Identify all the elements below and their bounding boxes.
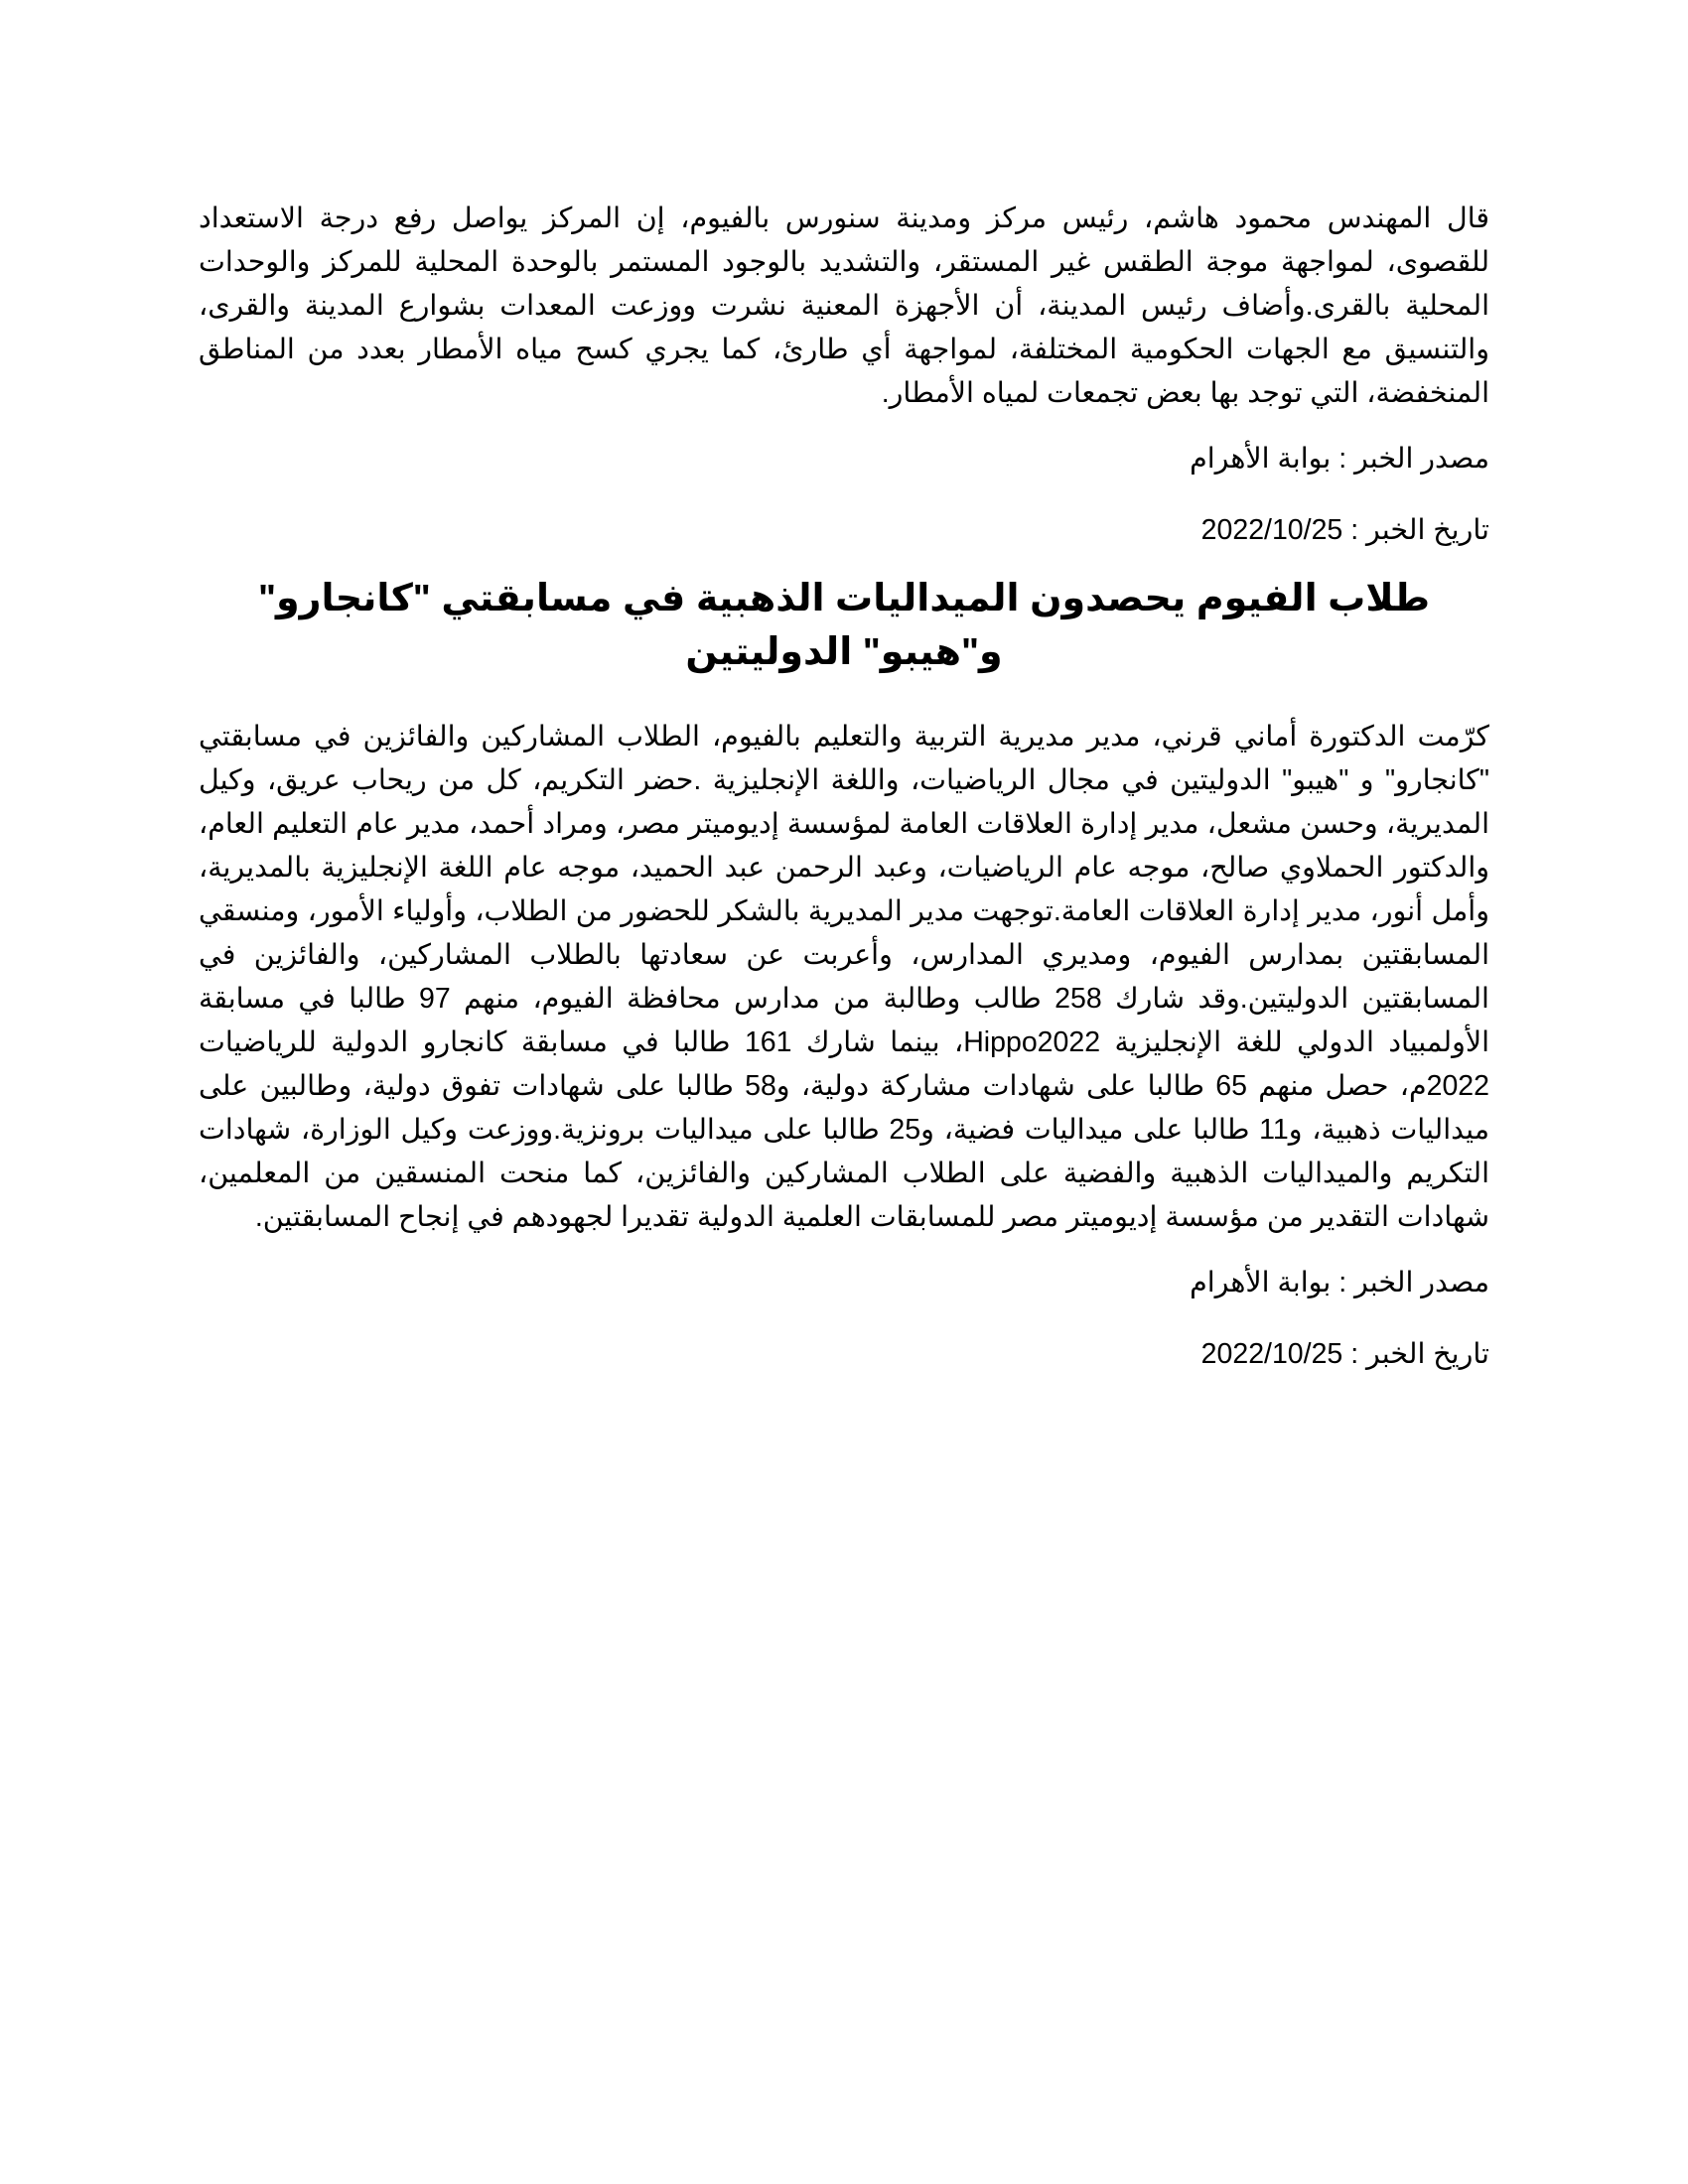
article-2-headline: طلاب الفيوم يحصدون الميداليات الذهبية في مسابقتي "كانجارو" و"هيبو" الدوليتين [257, 578, 1430, 673]
page-content [199, 197, 1489, 1376]
article-1-body: قال المهندس محمود هاشم، رئيس مركز ومدينة سنورس بالفيوم، إن المركز يواصل رفع درجة الاستعداد للقصوى، لمواجهة موجة الطقس غير المستقر، والتشديد بالوجود المستمر بالوحدة المحلية للمركز والوحدات المحلية بالقرى.وأضاف رئيس المدينة، أن الأجهزة المعنية نشرت ووزعت المعدات بشوارع المدينة والقرى، والتنسيق مع الجهات الحكومية المختلفة، لمواجهة أي طارئ، كما يجري كسح مياه الأمطار بعدد من المناطق المنخفضة، التي توجد بها بعض تجمعات لمياه الأمطار. [199, 203, 1489, 409]
article-2-body: كرّمت الدكتورة أماني قرني، مدير مديرية التربية والتعليم بالفيوم، الطلاب المشاركين والفائزين في مسابقتي "كانجارو" و "هيبو" الدوليتين في مجال الرياضيات، واللغة الإنجليزية .حضر التكريم، كل من ريحاب عريق، وكيل المديرية، وحسن مشعل، مدير إدارة العلاقات العامة لمؤسسة إديوميتر مصر، ومراد أحمد، مدير عام التعليم العام، والدكتور الحملاوي صالح، موجه عام الرياضيات، وعبد الرحمن عبد الحميد، موجه عام اللغة الإنجليزية بالمديرية، وأمل أنور، مدير إدارة العلاقات العامة.توجهت مدير المديرية بالشكر للحضور من الطلاب، وأولياء الأمور، ومنسقي المسابقتين بمدارس الفيوم، ومديري المدارس، وأعربت عن سعادتها بالطلاب المشاركين، والفائزين في المسابقتين الدوليتين.وقد شارك 258 طالب وطالبة من مدارس محافظة الفيوم، منهم 97 طالبا في مسابقة الأولمبياد الدولي للغة الإنجليزية Hippo2022، بينما شارك 161 طالبا في مسابقة كانجارو الدولية للرياضيات 2022م، حصل منهم 65 طالبا على شهادات مشاركة دولية، و58 طالبا على شهادات تفوق دولية، وطالبين على ميداليات ذهبية، و11 طالبا على ميداليات فضية، و25 طالبا على ميداليات برونزية.ووزعت وكيل الوزارة، شهادات التكريم والميداليات الذهبية والفضية على الطلاب المشاركين والفائزين، كما منحت المنسقين من المعلمين، شهادات التقدير من مؤسسة إديوميتر مصر للمسابقات العلمية الدولية تقديرا لجهودهم في إنجاح المسابقتين. [199, 721, 1489, 1233]
article-1-source: مصدر الخبر : بوابة الأهرام [1190, 443, 1489, 475]
article-2-date: تاريخ الخبر : 2022/10/25 [1200, 1338, 1489, 1370]
article-1-date: تاريخ الخبر : 2022/10/25 [1200, 514, 1489, 546]
article-2-source: مصدر الخبر : بوابة الأهرام [1190, 1267, 1489, 1298]
